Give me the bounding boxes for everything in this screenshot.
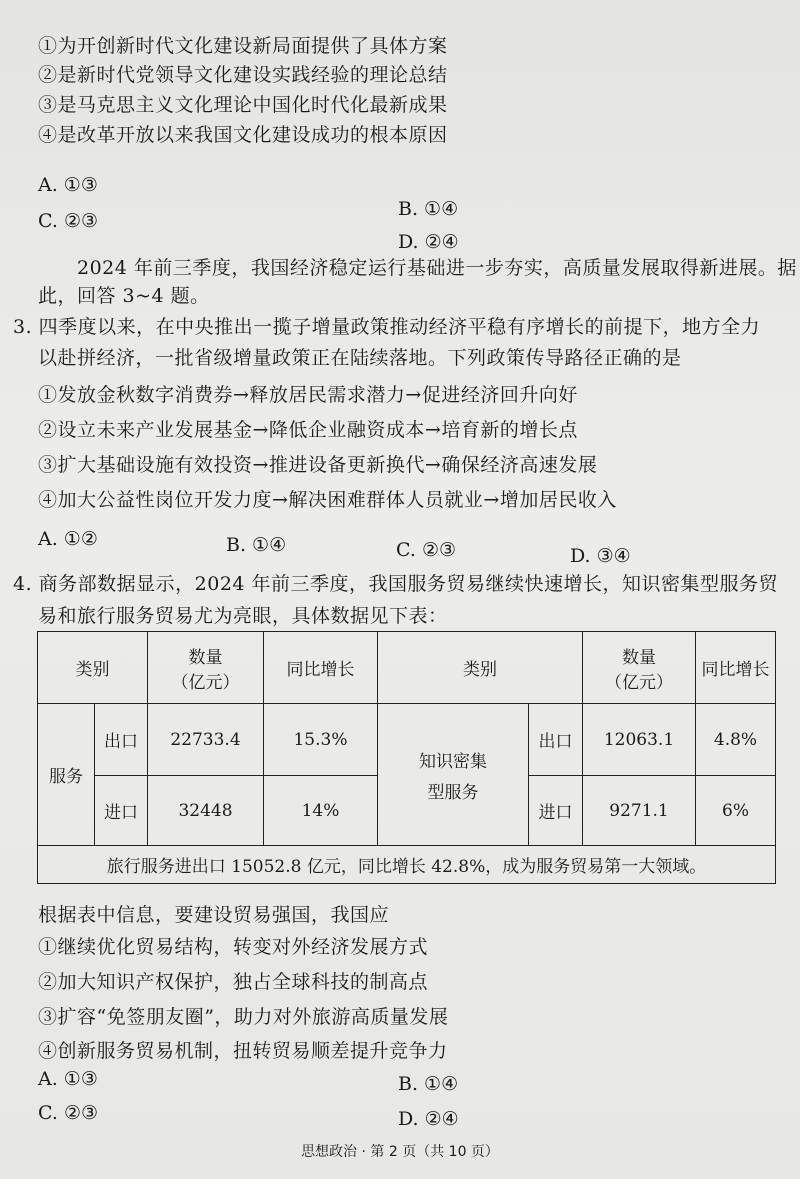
knowledge-import-label: 进口 [529, 776, 583, 846]
intro-line-2: 此，回答 3~4 题。 [38, 285, 210, 307]
header-category-right: 类别 [378, 632, 583, 704]
q4-item-4: ④创新服务贸易机制，扭转贸易顺差提升竞争力 [38, 1040, 448, 1062]
intro-line-1: 2024 年前三季度，我国经济稳定运行基础进一步夯实，高质量发展取得新进展。据 [77, 257, 797, 279]
header-growth-right: 同比增长 [696, 632, 776, 704]
q4-item-1: ①继续优化贸易结构，转变对外经济发展方式 [38, 936, 429, 958]
services-import-label: 进口 [95, 776, 148, 846]
q2-item-2: ②是新时代党领导文化建设实践经验的理论总结 [38, 64, 448, 86]
q2-option-a: A. ①③ [38, 174, 98, 196]
q2-option-c: C. ②③ [38, 210, 99, 232]
knowledge-import-amount: 9271.1 [583, 776, 696, 846]
q3-stem-2: 以赴拼经济，一批省级增量政策正在陆续落地。下列政策传导路径正确的是 [38, 347, 682, 369]
services-export-amount: 22733.4 [148, 704, 264, 776]
q2-item-4: ④是改革开放以来我国文化建设成功的根本原因 [38, 124, 448, 146]
q3-item-1: ①发放金秋数字消费券→释放居民需求潜力→促进经济回升向好 [38, 384, 578, 406]
knowledge-export-label: 出口 [529, 704, 583, 776]
header-amount-label: 数量 [188, 647, 223, 668]
group-services: 服务 [38, 704, 95, 846]
header-amount-right [583, 632, 696, 704]
q2-item-1: ①为开创新时代文化建设新局面提供了具体方案 [38, 35, 448, 57]
services-export-label: 出口 [95, 704, 148, 776]
q3-item-4: ④加大公益性岗位开发力度→解决困难群体人员就业→增加居民收入 [38, 489, 617, 511]
q4-stem-2: 易和旅行服务贸易尤为亮眼，具体数据见下表： [38, 605, 448, 627]
q3-option-a: A. ①② [38, 528, 98, 550]
services-export-growth: 15.3% [264, 704, 378, 776]
services-import-amount: 32448 [148, 776, 264, 846]
q3-option-b: B. ①④ [226, 534, 287, 556]
q4-option-d: D. ②④ [398, 1108, 459, 1130]
q3-option-d: D. ③④ [570, 545, 631, 567]
q2-option-d: D. ②④ [398, 231, 459, 253]
header-unit-label: （亿元） [605, 672, 673, 693]
knowledge-export-amount: 12063.1 [583, 704, 696, 776]
q4-stem-1: 4. 商务部数据显示，2024 年前三季度，我国服务贸易继续快速增长，知识密集型服务贸 [13, 573, 779, 595]
trade-data-table [37, 631, 776, 884]
knowledge-export-growth: 4.8% [696, 704, 776, 776]
q4-item-3: ③扩容“免签朋友圈”，助力对外旅游高质量发展 [38, 1006, 449, 1028]
q4-item-2: ②加大知识产权保护，独占全球科技的制高点 [38, 971, 429, 993]
q4-option-b: B. ①④ [398, 1073, 459, 1095]
header-category-left: 类别 [38, 632, 148, 704]
q2-option-b: B. ①④ [398, 198, 459, 220]
q2-item-3: ③是马克思主义文化理论中国化时代化最新成果 [38, 94, 448, 116]
q4-option-a: A. ①③ [38, 1068, 98, 1090]
services-import-growth: 14% [264, 776, 378, 846]
group-knowledge-line-1: 知识密集 [419, 751, 487, 772]
table-note: 旅行服务进出口 15052.8 亿元，同比增长 42.8%，成为服务贸易第一大领域。 [38, 846, 776, 884]
q4-ask: 根据表中信息，要建设贸易强国，我国应 [38, 904, 390, 926]
q4-option-c: C. ②③ [38, 1102, 99, 1124]
q3-option-c: C. ②③ [396, 539, 457, 561]
group-knowledge-services [378, 704, 529, 846]
header-amount-label: 数量 [622, 647, 656, 668]
header-unit-label: （亿元） [171, 672, 240, 693]
header-amount-left [148, 632, 264, 704]
knowledge-import-growth: 6% [696, 776, 776, 846]
header-growth-left: 同比增长 [264, 632, 378, 704]
page-footer: 思想政治 · 第 2 页（共 10 页） [301, 1144, 499, 1160]
q3-stem-1: 3. 四季度以来，在中央推出一揽子增量政策推动经济平稳有序增长的前提下，地方全力 [13, 316, 761, 338]
group-knowledge-line-2: 型服务 [427, 782, 479, 803]
q3-item-3: ③扩大基础设施有效投资→推进设备更新换代→确保经济高速发展 [38, 454, 598, 476]
q3-item-2: ②设立未来产业发展基金→降低企业融资成本→培育新的增长点 [38, 419, 578, 441]
